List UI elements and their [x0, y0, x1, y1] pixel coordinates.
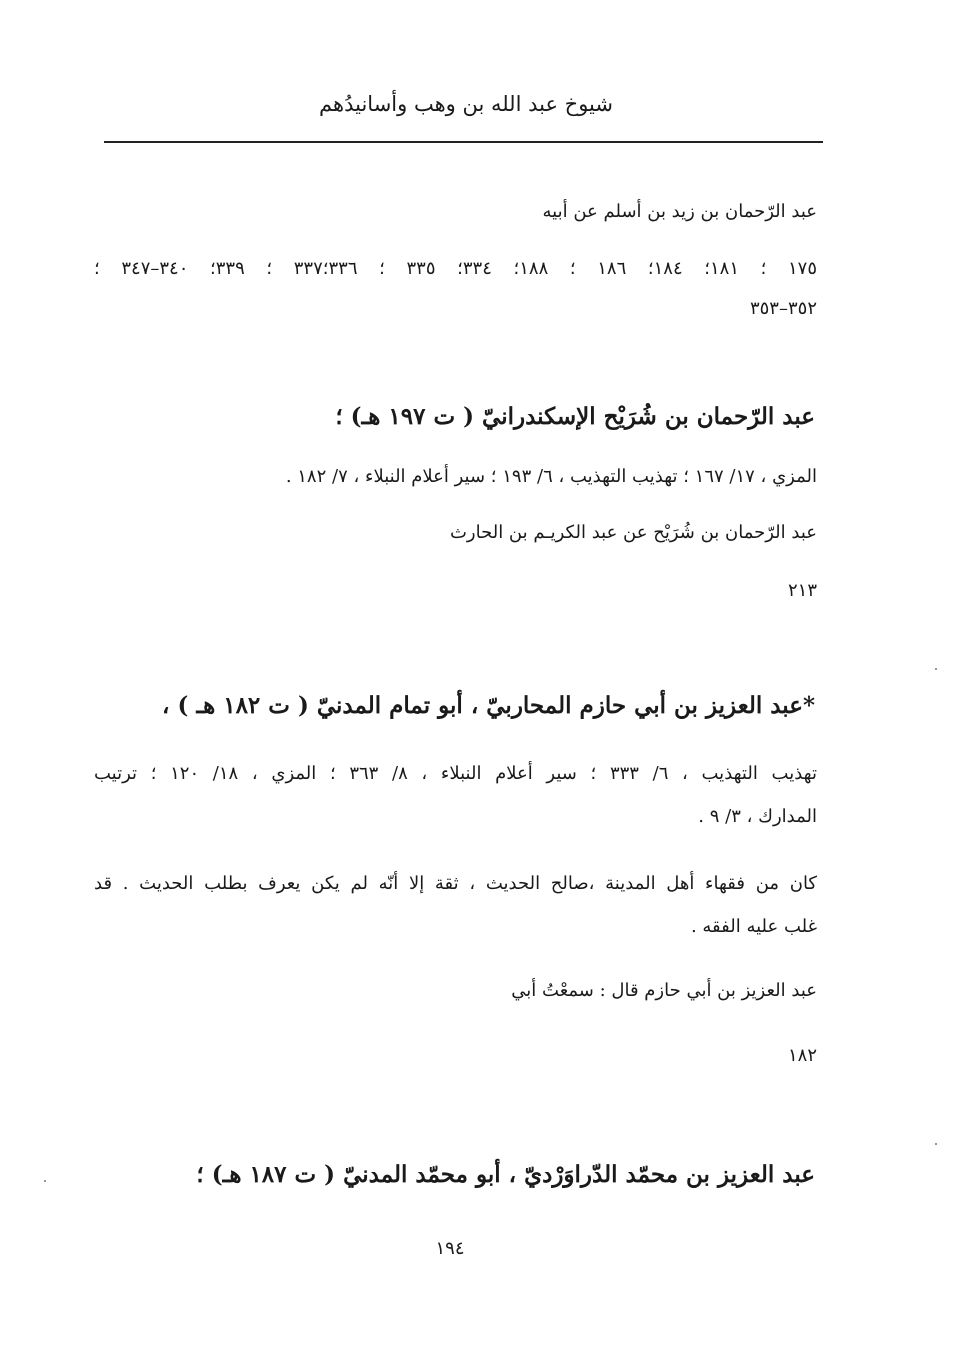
scan-speck [935, 1143, 937, 1145]
entry-note: كان من فقهاء أهل المدينة ،صالح الحديث ، ثقة إلا أنّه لم يكن يعرف بطلب الحديث . قد [94, 873, 817, 894]
running-header-title: شيوخ عبد الله بن وهب وأسانيدُهم [319, 92, 613, 116]
entry-title: *عبد العزيز بن أبي حازم المحاربيّ ، أبو تمام المدنيّ ( ت ١٨٢ هـ ) ، [162, 692, 815, 719]
entry-numbers: ١٧٥ ؛ ١٨١؛ ١٨٤؛ ١٨٦ ؛ ١٨٨؛ ٣٣٤؛ ٣٣٥ ؛ ٣٣٦؛٣٣٧ ؛ ٣٣٩؛ ٣٤٠–٣٤٧ ؛ [94, 258, 818, 279]
entry-references: المزي ، ١٧/ ١٦٧ ؛ تهذيب التهذيب ، ٦/ ١٩٣ ؛ سير أعلام النبلاء ، ٧/ ١٨٢ . [285, 466, 817, 487]
header-rule [104, 141, 823, 143]
scan-speck [44, 1180, 46, 1182]
page-number: ١٩٤ [435, 1238, 465, 1259]
entry-chain: عبد الرّحمان بن زيد بن أسلم عن أبيه [542, 201, 817, 222]
entry-references-continued: المدارك ، ٣/ ٩ . [698, 806, 817, 827]
entry-title: عبد الرّحمان بن شُرَيْح الإسكندرانيّ ( ت ١٩٧ هـ) ؛ [335, 403, 815, 430]
entry-chain: عبد العزيز بن أبي حازم قال : سمعْتُ أبي [511, 980, 817, 1001]
entry-numbers-continued: ٣٥٢–٣٥٣ [749, 298, 817, 319]
entry-chain: عبد الرّحمان بن شُرَيْح عن عبد الكريـم بن الحارث [449, 522, 817, 543]
entry-numbers: ٢١٣ [787, 580, 817, 601]
entry-note-continued: غلب عليه الفقه . [690, 916, 817, 937]
scan-speck [935, 668, 937, 670]
entry-title: عبد العزيز بن محمّد الدّراوَرْديّ ، أبو محمّد المدنيّ ( ت ١٨٧ هـ) ؛ [196, 1161, 815, 1188]
entry-references: تهذيب التهذيب ، ٦/ ٣٣٣ ؛ سير أعلام النبلاء ، ٨/ ٣٦٣ ؛ المزي ، ١٨/ ١٢٠ ؛ ترتيب [94, 763, 817, 784]
entry-numbers: ١٨٢ [787, 1045, 817, 1066]
